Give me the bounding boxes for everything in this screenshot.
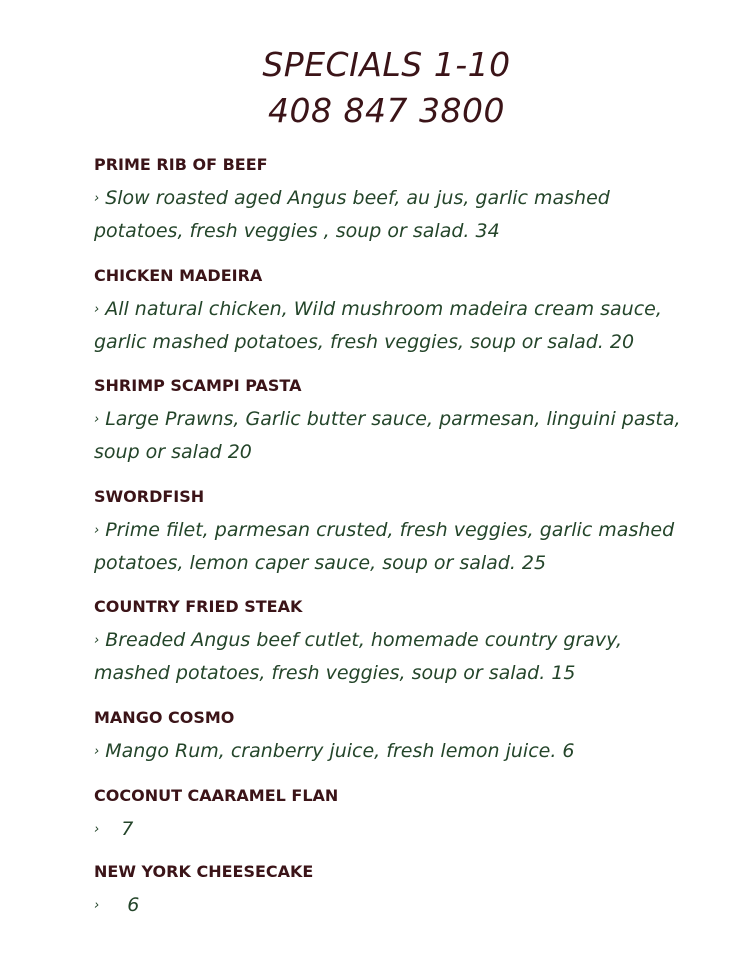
menu-item-prime-rib [94,154,694,248]
bullet-icon: › [94,523,100,538]
specials-title: SPECIALS 1-10 [262,45,511,84]
description-line-1 [94,889,694,922]
description-line-1: › Mango Rum, cranberry juice, fresh lemon juice. 6 [94,735,694,768]
item-description [94,182,694,248]
item-name: COUNTRY FRIED STEAK [94,597,303,616]
item-description [94,735,694,768]
menu-item-shrimp-scampi [94,375,694,469]
description-line-1: › Large Prawns, Garlic butter sauce, parmesan, linguini pasta, [94,403,694,436]
item-name: PRIME RIB OF BEEF [94,155,268,174]
description-line-1 [94,813,694,846]
menu-item-ny-cheesecake [94,861,694,922]
description-line-1: › All natural chicken, Wild mushroom madeira cream sauce, [94,293,694,326]
item-name: COCONUT CAARAMEL FLAN [94,786,339,805]
description-line-1: › Slow roasted aged Angus beef, au jus, garlic mashed [94,182,694,215]
item-name: NEW YORK CHEESECAKE [94,862,314,881]
description-line-1: › Breaded Angus beef cutlet, homemade country gravy, [94,624,694,657]
description-line-2: mashed potatoes, fresh veggies, soup or salad. 15 [94,662,576,684]
description-line-1: › Prime filet, parmesan crusted, fresh veggies, garlic mashed [94,514,694,547]
menu-item-country-fried-steak [94,596,694,690]
bullet-icon: › [94,633,100,648]
menu-item-swordfish [94,486,694,580]
bullet-icon: › [94,412,100,427]
bullet-icon: › [94,822,100,837]
item-description [94,889,694,922]
bullet-icon: › [94,302,100,317]
phone-number: 408 847 3800 [268,91,505,130]
item-price: 7 [121,818,134,840]
item-name: CHICKEN MADEIRA [94,266,263,285]
bullet-icon: › [94,898,100,913]
description-line-2: soup or salad 20 [94,441,252,463]
menu-item-mango-cosmo [94,707,694,768]
menu-item-coconut-flan [94,785,694,846]
item-description [94,403,694,469]
item-name: SWORDFISH [94,487,205,506]
item-description [94,514,694,580]
item-name: SHRIMP SCAMPI PASTA [94,376,302,395]
item-description [94,293,694,359]
description-line-2: potatoes, lemon caper sauce, soup or salad. 25 [94,552,547,574]
bullet-icon: › [94,191,100,206]
item-description [94,624,694,690]
bullet-icon: › [94,744,100,759]
item-description [94,813,694,846]
item-name: MANGO COSMO [94,708,235,727]
description-line-2: garlic mashed potatoes, fresh veggies, soup or salad. 20 [94,331,635,353]
description-line-2: potatoes, fresh veggies , soup or salad. 34 [94,220,500,242]
item-price: 6 [127,894,140,916]
menu-item-chicken-madeira [94,265,694,359]
